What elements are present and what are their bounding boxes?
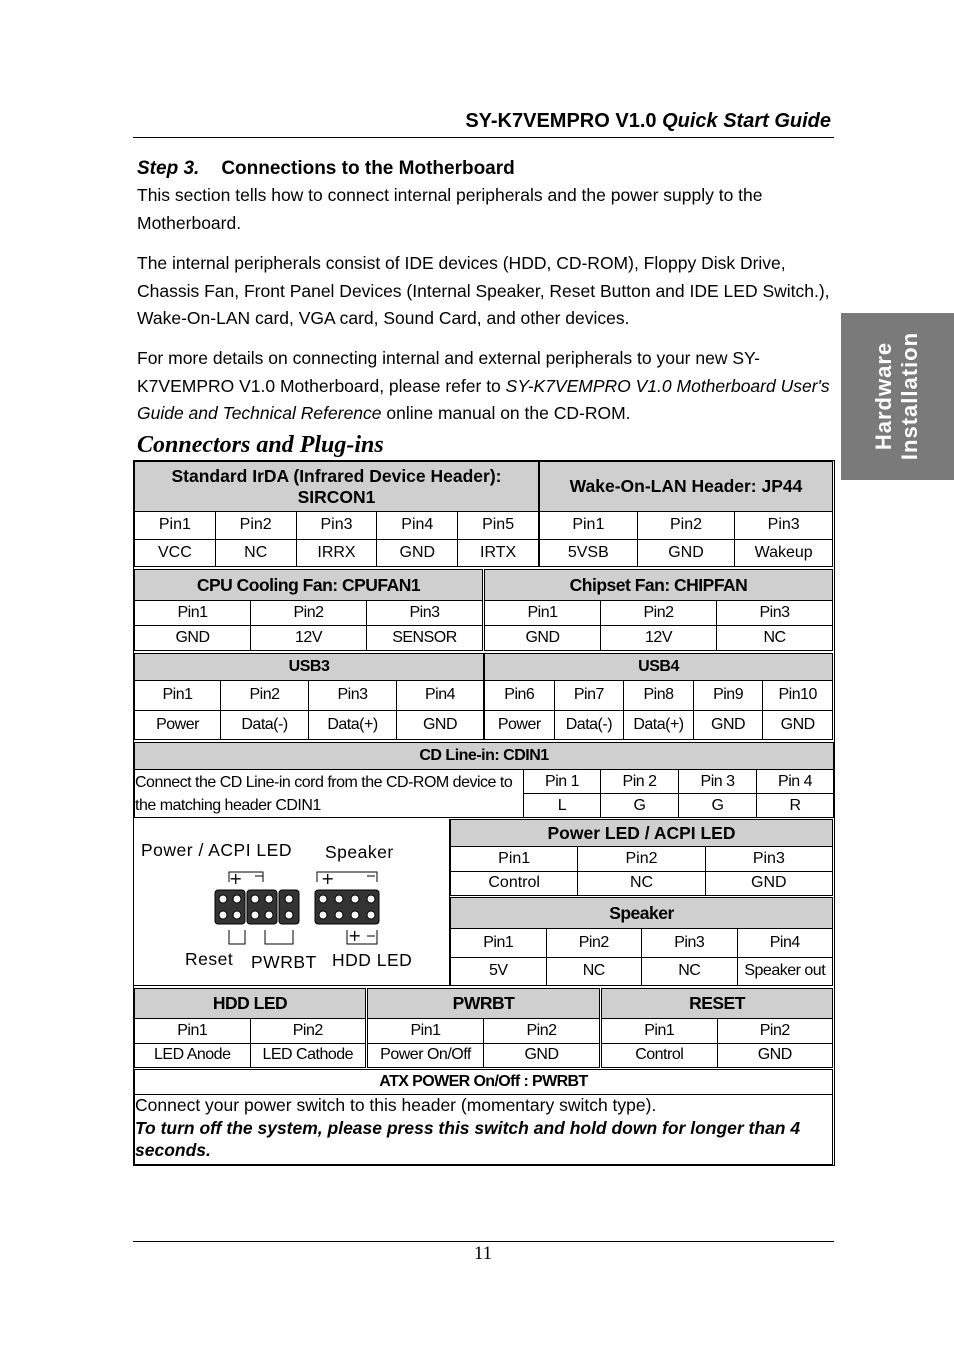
atx-desc-text: Connect your power switch to this header (momentary switch type). [135,1095,657,1115]
paragraph-details-c: online manual on the CD-ROM. [381,403,631,423]
usb4-pin-9: Pin9 [693,681,763,711]
paragraph-intro: This section tells how to connect internal peripherals and the power supply to the Motherboard. [137,185,763,233]
usb3-val-4: GND [397,710,484,740]
power-led-val-2: NC [578,871,705,896]
cdin-title: CD Line-in: CDIN1 [135,743,834,770]
speaker-val-2: NC [546,957,642,986]
wol-table [539,461,833,567]
usb4-title: USB4 [485,654,833,681]
wol-val-1: 5VSB [540,539,638,567]
footer-rule [133,1241,834,1242]
irda-pin-5: Pin5 [458,512,539,540]
wol-val-2: GND [637,539,735,567]
usb3-pin-3: Pin3 [309,681,397,711]
usb3-val-1: Power [135,710,221,740]
irda-title-line1: Standard IrDA (Infrared Device Header): [171,465,502,486]
usb4-val-9: GND [693,710,763,740]
cdin-pin-4: Pin 4 [757,770,834,794]
pwrbt-table [367,988,600,1068]
speaker-val-3: NC [642,957,738,986]
side-tab-line2: Installation [897,331,922,461]
chipfan-val-2: 12V [601,626,717,651]
wol-title: Wake-On-LAN Header: JP44 [540,462,833,512]
reset-title: RESET [602,989,833,1019]
power-led-table [450,819,833,896]
usb3-pin-4: Pin4 [397,681,484,711]
usb3-val-3: Data(+) [309,710,397,740]
cdin-description [135,770,524,818]
cdin-pin-2: Pin 2 [601,770,679,794]
usb3-pin-2: Pin2 [221,681,309,711]
reset-pin-1: Pin1 [602,1019,718,1044]
step-title: Connections to the Motherboard [221,158,515,179]
reset-val-1: Control [602,1043,718,1068]
chipfan-pin-1: Pin1 [485,601,601,626]
cdin-val-1: L [524,794,601,818]
pwrbt-block [367,988,600,1068]
usb4-pin-7: Pin7 [554,681,624,711]
pwrbt-pin-1: Pin1 [368,1019,484,1044]
chipfan-val-3: NC [717,626,833,651]
power-led-pin-2: Pin2 [578,847,705,872]
pwrbt-val-2: GND [484,1043,600,1068]
usb4-block [484,653,833,740]
pwrbt-pin-2: Pin2 [484,1019,600,1044]
usb4-pin-10: Pin10 [763,681,833,711]
pwrbt-val-1: Power On/Off [368,1043,484,1068]
cpufan-title: CPU Cooling Fan: CPUFAN1 [135,570,483,601]
usb4-val-7: Data(-) [554,710,624,740]
power-led-pin-1: Pin1 [451,847,578,872]
irda-title [135,462,539,512]
diagram-label-reset: Reset [185,949,234,969]
atx-title: ATX POWER On/Off : PWRBT [135,1070,833,1095]
cdin-pin-3: Pin 3 [679,770,757,794]
atx-warning: To turn off the system, please press this switch and hold down for longer than 4 seconds. [135,1117,801,1160]
pwrbt-title: PWRBT [368,989,600,1019]
irda-pin-4: Pin4 [377,512,458,540]
usb4-val-10: GND [763,710,833,740]
paragraph-details-a: For more details on connecting internal and external peripherals to your new SY-K7VEMPRO V1.0 Motherboard, please refer to [137,348,760,396]
usb4-val-8: Data(+) [624,710,694,740]
cdin-block [134,742,833,818]
atx-description [135,1094,833,1162]
diagram-label-speaker: Speaker [325,842,394,862]
irda-val-4: GND [377,539,458,567]
connectors-title: Connectors and Plug-ins [137,432,384,458]
usb3-pin-1: Pin1 [135,681,221,711]
cdin-val-2: G [601,794,679,818]
reset-table [601,988,833,1068]
paragraph-peripherals: The internal peripherals consist of IDE devices (HDD, CD-ROM), Floppy Disk Drive, Chassis Fan, Front Panel Devices (Internal Speaker, Reset Button and IDE LED Switch.), Wake-On-LAN card, VGA card, Sound Card, and other devices. [137,253,830,328]
side-tab-line1: Hardware [871,341,896,451]
usb3-val-2: Data(-) [221,710,309,740]
chipfan-pin-3: Pin3 [717,601,833,626]
cpufan-val-1: GND [135,626,251,651]
cdin-val-3: G [679,794,757,818]
irda-block [134,461,539,567]
irda-pin-3: Pin3 [296,512,377,540]
reset-pin-2: Pin2 [717,1019,833,1044]
power-led-title: Power LED / ACPI LED [451,820,833,847]
speaker-pin-1: Pin1 [451,929,547,958]
wol-pin-2: Pin2 [637,512,735,540]
reset-block [601,988,833,1068]
power-led-val-1: Control [451,871,578,896]
speaker-val-4: Speaker out [737,957,833,986]
hddled-pin-1: Pin1 [135,1019,251,1044]
page-header [133,110,831,133]
irda-title-line2: SIRCON1 [297,486,376,507]
header-rule [133,137,834,138]
usb3-title: USB3 [135,654,484,681]
usb3-table [134,653,484,740]
speaker-pin-4: Pin4 [737,929,833,958]
hddled-val-1: LED Anode [135,1043,251,1068]
section-side-tab [841,313,954,480]
front-panel-header-icon [135,820,449,986]
hddled-pin-2: Pin2 [250,1019,366,1044]
cdin-table [134,742,834,818]
cdin-desc-line1: Connect the CD Line-in cord from the CD-ROM device to [135,773,513,791]
speaker-table [450,897,833,986]
usb4-pin-8: Pin8 [624,681,694,711]
svg-text:+: + [321,869,335,888]
hddled-title: HDD LED [135,989,366,1019]
cpufan-val-3: SENSOR [367,626,483,651]
irda-pin-1: Pin1 [135,512,216,540]
speaker-block [450,897,833,986]
svg-text:+: + [229,869,243,888]
irda-val-1: VCC [135,539,216,567]
cdin-val-4: R [757,794,834,818]
hddled-val-2: LED Cathode [250,1043,366,1068]
cpufan-block [134,569,483,651]
usb4-pin-6: Pin6 [485,681,555,711]
diagram-label-pwrbt: PWRBT [251,952,317,972]
diagram-label-hdd-led: HDD LED [332,950,413,970]
diagram-label-power-acpi-led: Power / ACPI LED [141,840,292,860]
reset-val-2: GND [717,1043,833,1068]
step-heading [137,158,515,180]
chipfan-pin-2: Pin2 [601,601,717,626]
chipfan-block [484,569,833,651]
speaker-title: Speaker [451,898,833,929]
hddled-table [134,988,366,1068]
side-tab-label [871,332,923,460]
speaker-val-1: 5V [451,957,547,986]
chipfan-val-1: GND [485,626,601,651]
cpufan-pin-3: Pin3 [367,601,483,626]
cpufan-pin-2: Pin2 [251,601,367,626]
header-model: SY-K7VEMPRO V1.0 [465,110,657,132]
speaker-pin-2: Pin2 [546,929,642,958]
usb3-block [134,653,483,740]
front-panel-diagram [135,820,449,986]
paragraph-details-ref: SY-K7VEMPRO V1.0 Motherboard User's Guide and Technical Reference [137,375,830,423]
svg-text:+: + [348,926,362,945]
irda-val-3: IRRX [296,539,377,567]
cpufan-pin-1: Pin1 [135,601,251,626]
power-led-block [450,819,833,896]
usb4-table [484,653,833,740]
hddled-block [134,988,366,1068]
chipfan-table [484,569,833,651]
irda-val-5: IRTX [458,539,539,567]
header-guide: Quick Start Guide [662,110,831,132]
irda-pin-2: Pin2 [215,512,296,540]
chipfan-title: Chipset Fan: CHIPFAN [485,570,833,601]
wol-block [539,461,833,567]
paragraph-details [137,345,837,428]
power-led-pin-3: Pin3 [705,847,832,872]
wol-val-3: Wakeup [735,539,833,567]
speaker-pin-3: Pin3 [642,929,738,958]
wol-pin-3: Pin3 [735,512,833,540]
power-led-val-3: GND [705,871,832,896]
irda-table [134,461,539,567]
cpufan-table [134,569,483,651]
step-number: Step 3. [137,158,200,179]
page-number: 11 [473,1243,493,1264]
cdin-pin-1: Pin 1 [524,770,601,794]
usb4-val-6: Power [485,710,555,740]
wol-pin-1: Pin1 [540,512,638,540]
cdin-desc-line2: the matching header CDIN1 [135,796,321,814]
cpufan-val-2: 12V [251,626,367,651]
irda-val-2: NC [215,539,296,567]
